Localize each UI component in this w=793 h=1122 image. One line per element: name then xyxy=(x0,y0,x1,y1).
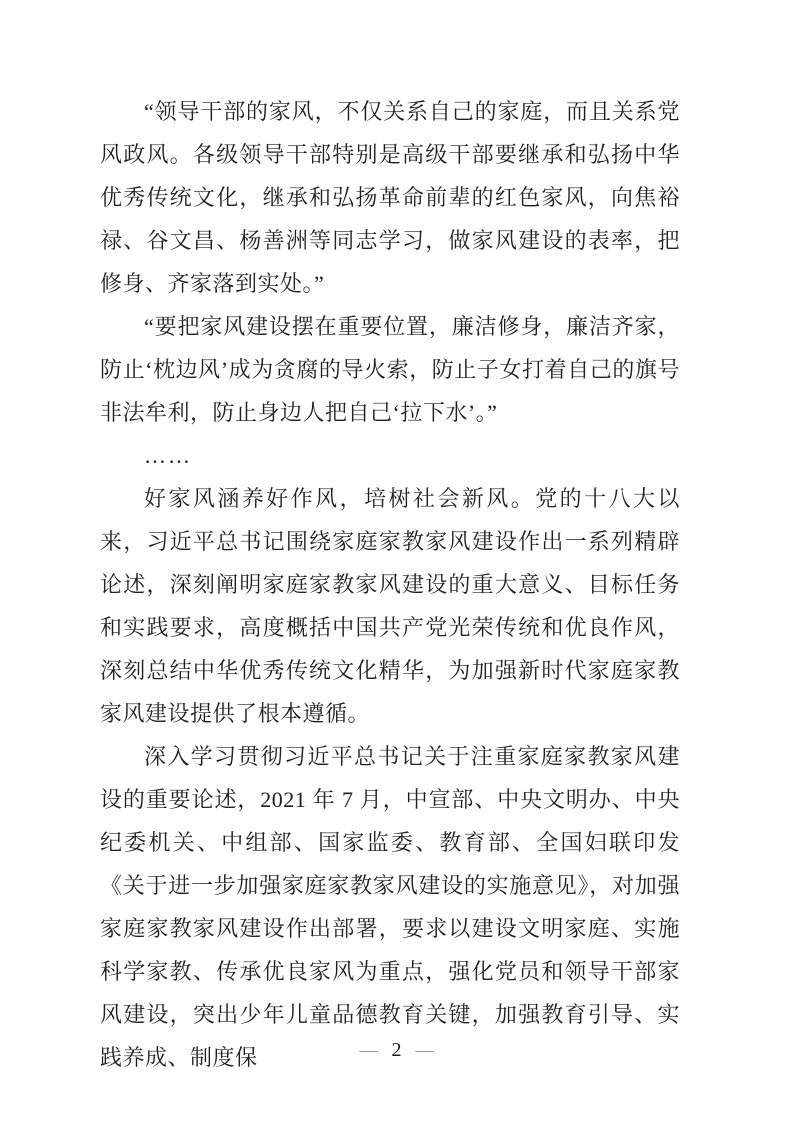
footer-left-dash: — xyxy=(359,1040,378,1060)
paragraph-quote-2: “要把家风建设摆在重要位置，廉洁修身，廉洁齐家，防止‘枕边风’成为贪腐的导火索，防止子女打着自己的旗号非法牟利，防止身边人把自己‘拉下水’。” xyxy=(100,314,680,425)
paragraph-body-2: 深入学习贯彻习近平总书记关于注重家庭家教家风建设的重要论述，2021 年 7 月，中宣部、中央文明办、中央纪委机关、中组部、国家监委、教育部、全国妇联印发《关于进一步加强家庭家教家风建设的实施意见》，对加强家庭家教家风建设作出部署，要求以建设文明家庭、实施科学家教、传承优良家风为重点，强化党员和领导干部家风建设，突出少年儿童品德教育关键，加强教育引导、实践养成、制度保 xyxy=(100,744,680,1070)
paragraph-ellipsis: …… xyxy=(144,443,192,468)
page-number: 2 xyxy=(391,1039,402,1061)
paragraph-body-1: 好家风涵养好作风，培树社会新风。党的十八大以来，习近平总书记围绕家庭家教家风建设作出一系列精辟论述，深刻阐明家庭家教家风建设的重大意义、目标任务和实践要求，高度概括中国共产党光荣传统和优良作风，深刻总结中华优秀传统文化精华，为加强新时代家庭家教家风建设提供了根本遵循。 xyxy=(100,486,680,726)
page-footer xyxy=(0,1038,793,1062)
document-body xyxy=(100,90,680,1079)
footer-right-dash: — xyxy=(415,1040,434,1060)
paragraph-quote-1: “领导干部的家风，不仅关系自己的家庭，而且关系党风政风。各级领导干部特别是高级干部要继承和弘扬中华优秀传统文化，继承和弘扬革命前辈的红色家风，向焦裕禄、谷文昌、杨善洲等同志学习，做家风建设的表率，把修身、齐家落到实处。” xyxy=(100,99,680,296)
